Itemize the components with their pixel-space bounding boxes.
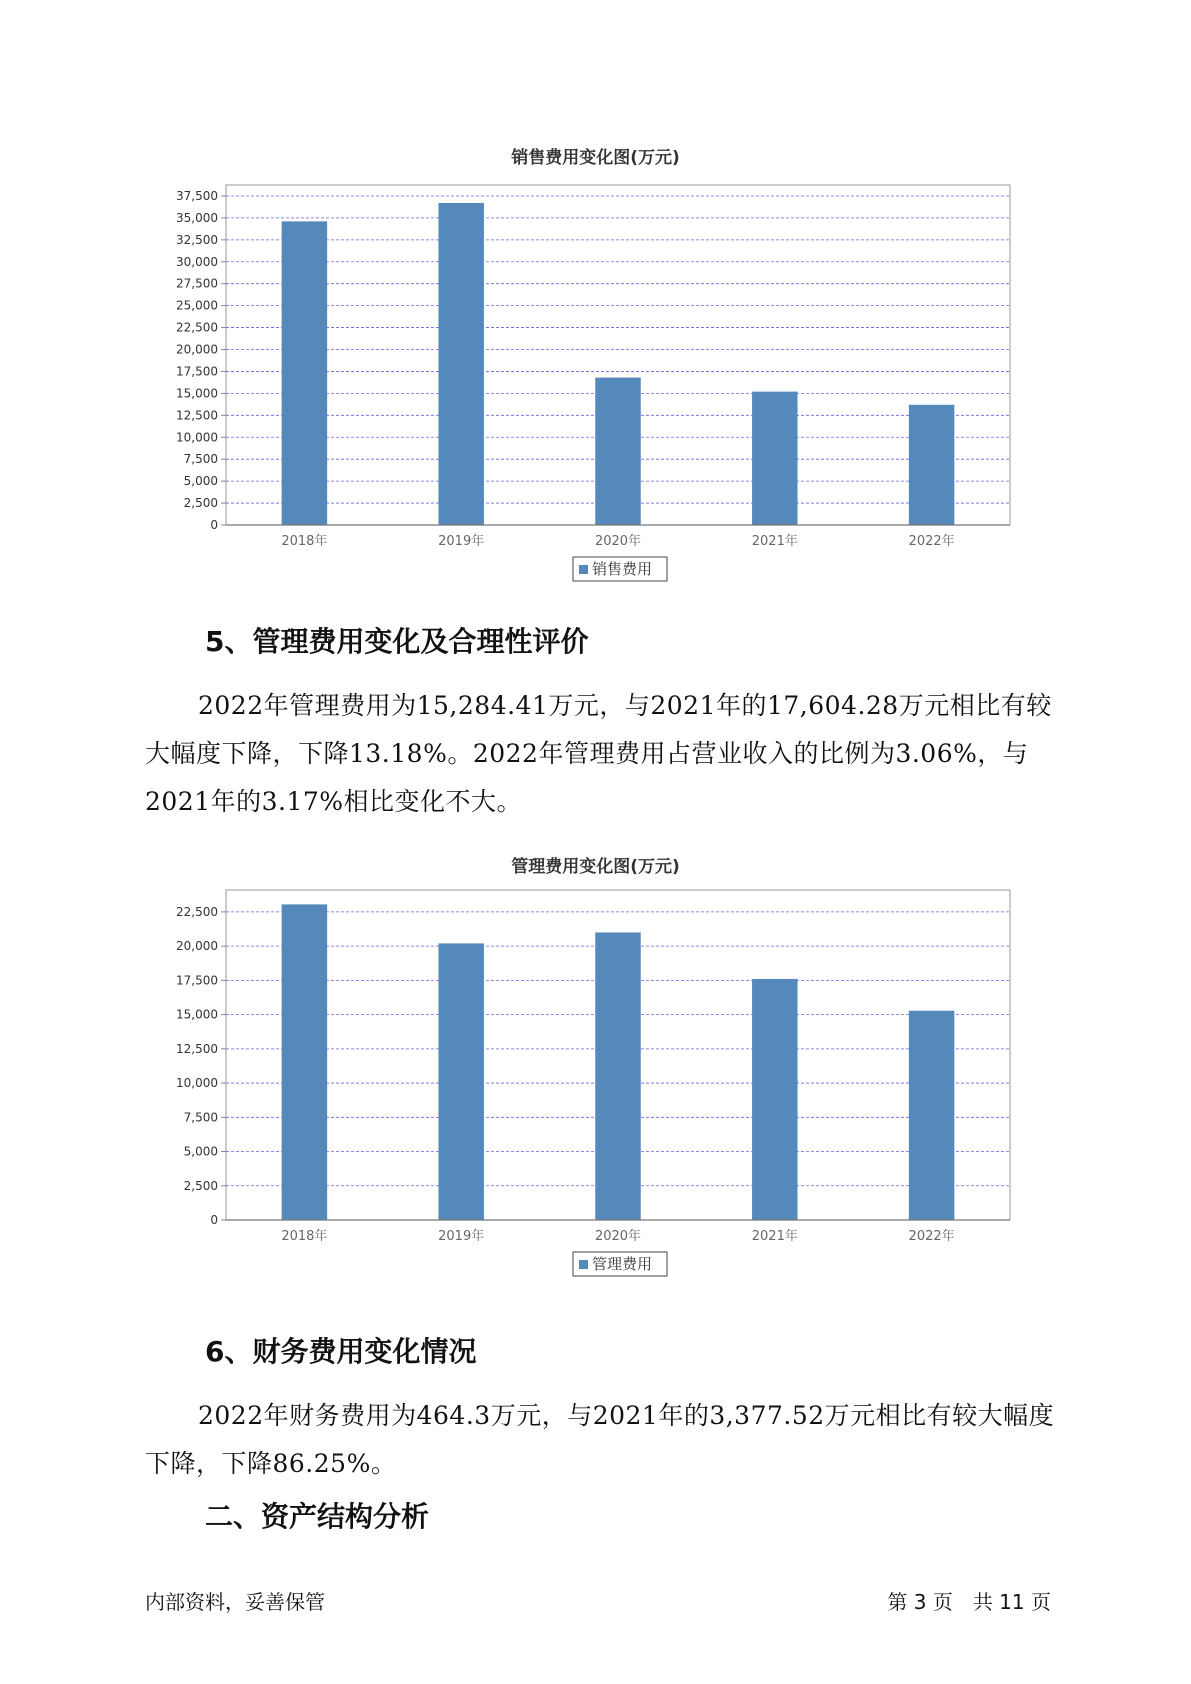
- y-tick-label: 35,000: [176, 210, 218, 225]
- x-tick-label: 2021年: [751, 1229, 798, 1244]
- y-tick-label: 0: [210, 1213, 218, 1227]
- y-tick-label: 5,000: [183, 474, 218, 489]
- y-tick-label: 37,500: [176, 188, 218, 203]
- y-tick-label: 5,000: [183, 1144, 218, 1159]
- y-tick-label: 15,000: [176, 386, 218, 401]
- y-tick-label: 20,000: [176, 939, 218, 954]
- x-tick-label: 2019年: [438, 1229, 485, 1244]
- legend-swatch: [579, 565, 588, 574]
- admin-chart-svg: [0, 880, 1191, 1340]
- y-tick-label: 30,000: [176, 254, 218, 269]
- legend-swatch: [579, 1260, 588, 1269]
- legend-label: 销售费用: [592, 560, 653, 578]
- sales-chart-title: 销售费用变化图(万元): [511, 148, 680, 168]
- y-tick-label: 12,500: [176, 408, 218, 423]
- x-tick-label: 2018年: [281, 534, 328, 549]
- footer-page-number: 第 3 页 共 11 页: [887, 1590, 1051, 1614]
- y-tick-label: 12,500: [176, 1041, 218, 1056]
- y-tick-label: 22,500: [176, 320, 218, 335]
- finance-expense-paragraph: 2022年财务费用为464.3万元，与2021年的3,377.52万元相比有较大幅度下降，下降86.25%。: [145, 1401, 1055, 1478]
- y-tick-label: 2,500: [183, 1178, 218, 1193]
- sales-chart-svg: [0, 0, 1191, 600]
- y-tick-label: 7,500: [183, 452, 218, 467]
- x-tick-label: 2022年: [908, 1229, 955, 1244]
- y-tick-label: 17,500: [176, 973, 218, 988]
- x-tick-label: 2020年: [594, 1229, 642, 1244]
- y-tick-label: 15,000: [176, 1007, 218, 1022]
- y-tick-label: 25,000: [176, 298, 218, 313]
- legend-label: 管理费用: [592, 1255, 653, 1273]
- bar: [438, 943, 483, 1220]
- admin-expense-paragraph: 2022年管理费用为15,284.41万元，与2021年的17,604.28万元相比有较大幅度下降，下降13.18%。2022年管理费用占营业收入的比例为3.06%，与2021年的3.17%相比变化不大。: [145, 691, 1052, 816]
- y-tick-label: 7,500: [183, 1110, 218, 1125]
- admin-expense-heading: 5、管理费用变化及合理性评价: [205, 625, 589, 658]
- x-tick-label: 2022年: [908, 534, 955, 549]
- bar: [282, 904, 327, 1220]
- asset-structure-heading: 二、资产结构分析: [205, 1500, 430, 1533]
- bar: [752, 392, 797, 525]
- y-tick-label: 2,500: [183, 496, 218, 511]
- bar: [909, 405, 954, 525]
- y-tick-label: 32,500: [176, 232, 218, 247]
- x-tick-label: 2019年: [438, 534, 485, 549]
- x-tick-label: 2021年: [751, 534, 798, 549]
- y-tick-label: 27,500: [176, 276, 218, 291]
- bar: [282, 221, 327, 525]
- y-tick-label: 10,000: [176, 1076, 218, 1091]
- y-tick-label: 17,500: [176, 364, 218, 379]
- bar: [752, 979, 797, 1220]
- y-tick-label: 10,000: [176, 430, 218, 445]
- y-tick-label: 0: [210, 518, 218, 532]
- y-tick-label: 22,500: [176, 904, 218, 919]
- x-tick-label: 2018年: [281, 1229, 328, 1244]
- bar: [909, 1011, 954, 1220]
- finance-expense-heading: 6、财务费用变化情况: [205, 1335, 477, 1368]
- y-tick-label: 20,000: [176, 342, 218, 357]
- admin-chart-title: 管理费用变化图(万元): [511, 857, 680, 877]
- footer-left: 内部资料，妥善保管: [145, 1590, 325, 1614]
- x-tick-label: 2020年: [594, 534, 642, 549]
- bar: [595, 378, 640, 525]
- bar: [595, 932, 640, 1220]
- bar: [438, 203, 483, 525]
